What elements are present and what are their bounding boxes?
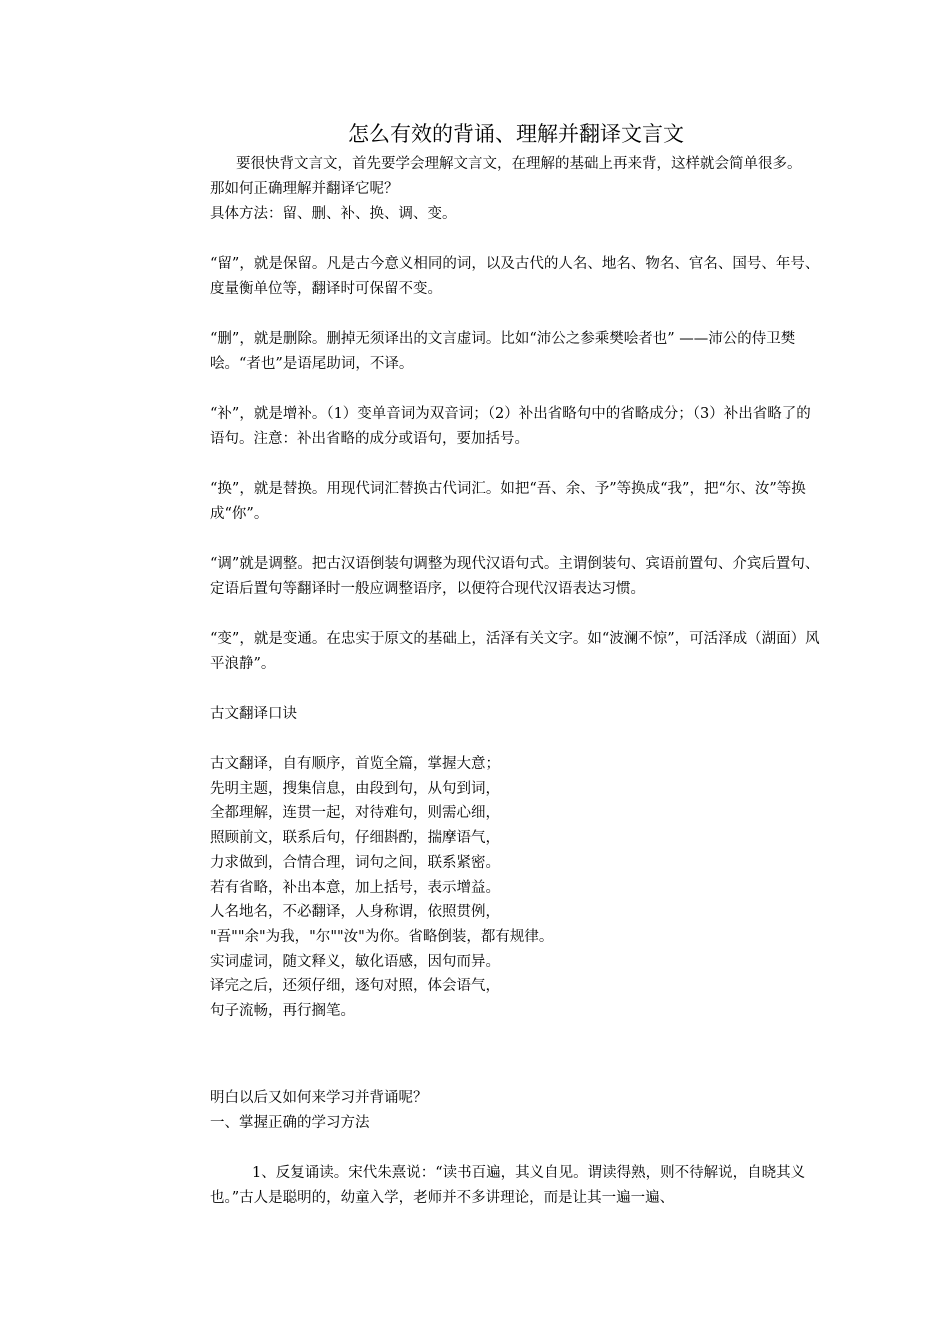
poem-line: 全都理解，连贯一起，对待难句，则需心细， xyxy=(210,805,500,822)
method-keep: “留”，就是保留。凡是古今意义相同的词，以及古代的人名、地名、物名、官名、国号、年号、度量衡单位等，翻译时可保留不变。 xyxy=(210,256,820,297)
poem-line: 若有省略，补出本意，加上括号，表示增益。 xyxy=(210,879,500,896)
spacer xyxy=(210,227,822,252)
poem-line: 古文翻译，自有顺序，首览全篇，掌握大意； xyxy=(210,756,500,772)
poem-line: 先明主题，搜集信息，由段到句，从句到词， xyxy=(210,780,500,797)
intro-question: 那如何正确理解并翻译它呢？ xyxy=(210,181,399,197)
poem-line: "吾""余"为我，"尔""汝"为你。省略倒装，都有规律。 xyxy=(210,928,554,945)
method-delete: “删”，就是删除。删掉无须译出的文言虚词。比如“沛公之参乘樊哙者也” ——沛公的侍卫樊哙。“者也”是语尾助词，不译。 xyxy=(210,331,796,372)
method-adjust: “调”就是调整。把古汉语倒装句调整为现代汉语句式。主谓倒装句、宾语前置句、介宾后置句、定语后置句等翻译时一般应调整语序，以便符合现代汉语表达习惯。 xyxy=(210,556,820,597)
intro-paragraph: 要很快背文言文，首先要学会理解文言文，在理解的基础上再来背，这样就会简单很多。 xyxy=(236,156,802,172)
document-title: 怎么有效的背诵、理解并翻译文言文 xyxy=(348,122,684,146)
poem-line: 译完之后，还须仔细，逐句对照，体会语气， xyxy=(210,978,500,995)
spacer xyxy=(210,302,822,327)
spacer xyxy=(210,727,822,752)
spacer xyxy=(210,1136,822,1161)
spacer xyxy=(210,602,822,627)
document-page xyxy=(210,118,822,1211)
section-heading: 一、掌握正确的学习方法 xyxy=(210,1114,370,1131)
spacer xyxy=(210,1061,822,1086)
spacer xyxy=(210,452,822,477)
poem-line: 人名地名，不必翻译，人身称谓，依照贯例， xyxy=(210,904,500,921)
method-adapt: “变”，就是变通。在忠实于原文的基础上，活泽有关文字。如“波澜不惊”，可活泽成（湖面）风平浪静”。 xyxy=(210,631,820,672)
poem-line: 照顾前文，联系后句，仔细斟酌，揣摩语气， xyxy=(210,830,500,847)
spacer xyxy=(210,1024,822,1061)
poem-heading: 古文翻译口诀 xyxy=(210,706,297,722)
section-paragraph: 1、反复诵读。宋代朱熹说：“读书百遍，其义自见。谓读得熟，则不待解说，自晓其义也。”古人是聪明的，幼童入学，老师并不多讲理论，而是让其一遍一遍、 xyxy=(210,1164,806,1206)
poem-line: 力求做到，合情合理，词句之间，联系紧密。 xyxy=(210,854,500,871)
poem-line: 句子流畅，再行搁笔。 xyxy=(210,1003,355,1020)
spacer xyxy=(210,677,822,702)
poem-line: 实词虚词，随文释义，敏化语感，因句而异。 xyxy=(210,953,500,970)
method-supplement: “补”，就是增补。（1）变单音词为双音词；（2）补出省略句中的省略成分；（3）补出省略了的语句。注意：补出省略的成分或语句，要加括号。 xyxy=(210,406,811,447)
spacer xyxy=(210,377,822,402)
spacer xyxy=(210,527,822,552)
study-question: 明白以后又如何来学习并背诵呢？ xyxy=(210,1089,428,1106)
intro-methods-list: 具体方法：留、删、补、换、调、变。 xyxy=(210,206,457,222)
poem-block xyxy=(210,752,822,1024)
method-replace: “换”，就是替换。用现代词汇替换古代词汇。如把“吾、余、予”等换成“我”，把“尔、汝”等换成“你”。 xyxy=(210,481,806,522)
